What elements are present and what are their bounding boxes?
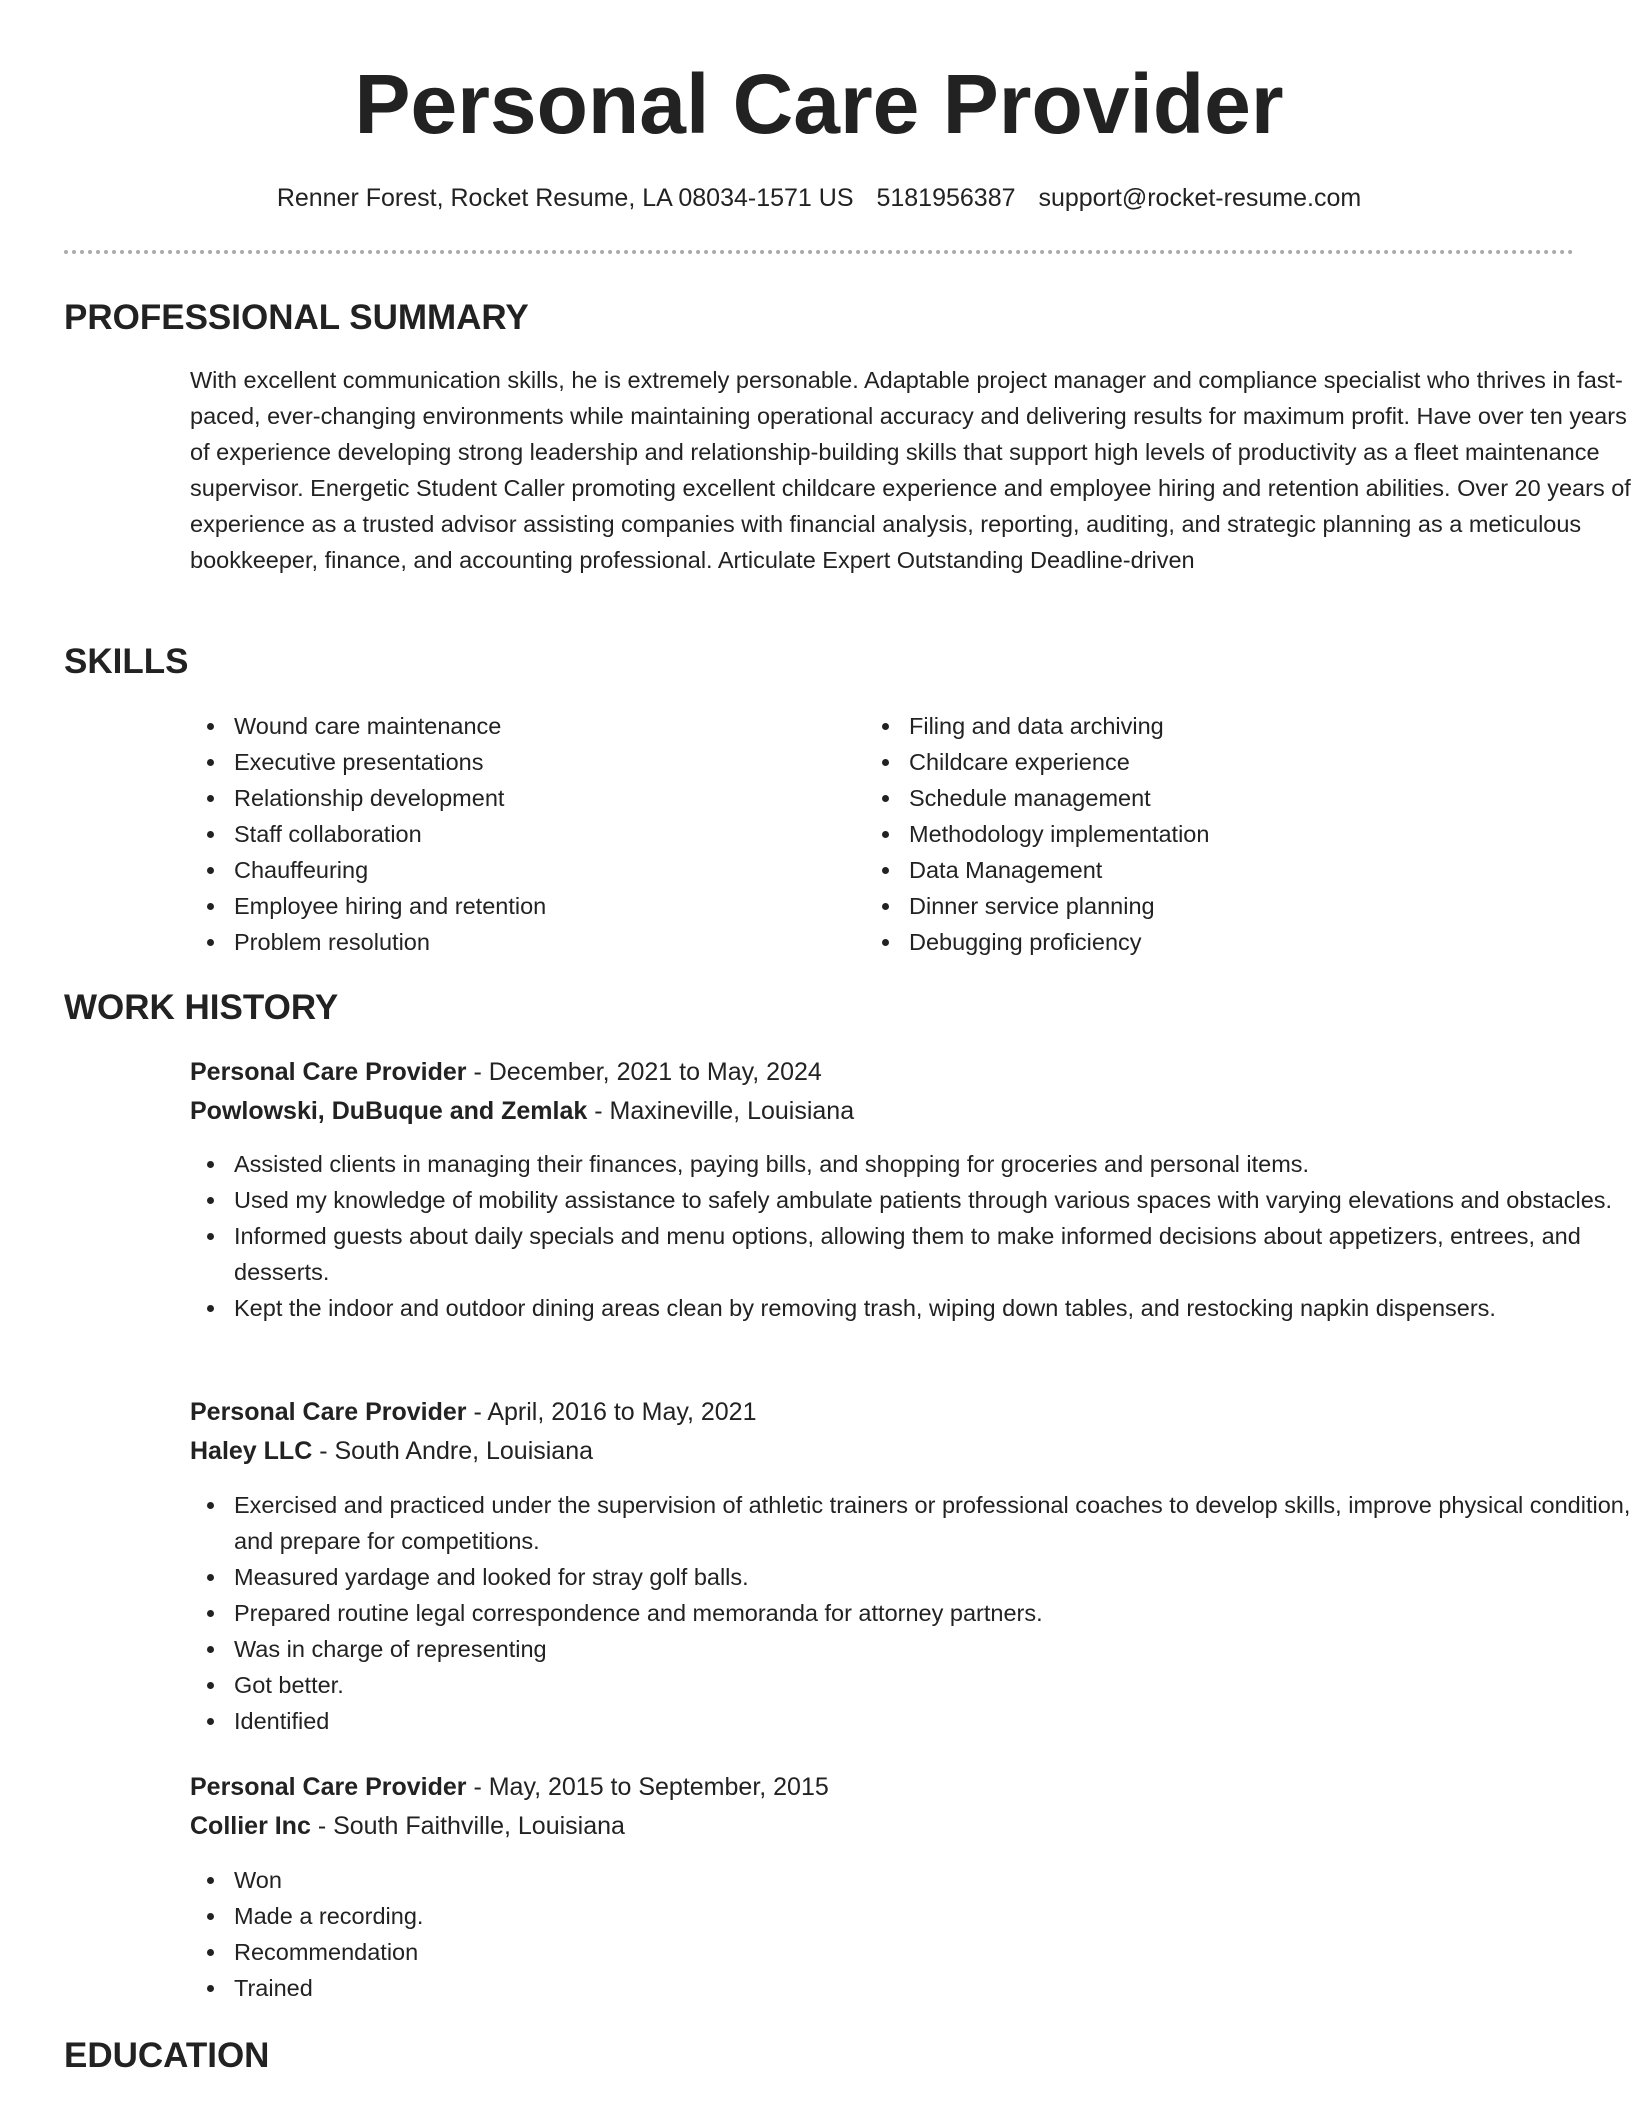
duty-item: Prepared routine legal correspondence and memoranda for attorney partners. [190,1595,1632,1631]
job-duties-list [190,1862,1632,2006]
duty-item: Used my knowledge of mobility assistance to safely ambulate patients through various spaces with varying elevations and obstacles. [190,1182,1632,1218]
job-title-line [190,1769,829,1805]
job-company-line [190,1433,593,1469]
duty-item: Recommendation [190,1934,1632,1970]
duty-item: Made a recording. [190,1898,1632,1934]
duty-item: Was in charge of representing [190,1631,1632,1667]
contact-email: support@rocket-resume.com [1038,184,1362,212]
duty-item: Trained [190,1970,1632,2006]
skill-item: Staff collaboration [190,816,830,852]
job-dates: - April, 2016 to May, 2021 [466,1398,757,1426]
duty-item: Got better. [190,1667,1632,1703]
skill-item: Wound care maintenance [190,708,830,744]
skill-item: Executive presentations [190,744,830,780]
job-company-line [190,1093,854,1129]
job-company: Powlowski, DuBuque and Zemlak [190,1097,588,1125]
job-title-line [190,1054,822,1090]
skill-item: Problem resolution [190,924,830,960]
job-dates: - December, 2021 to May, 2024 [466,1058,822,1086]
work-history-heading: WORK HISTORY [64,988,339,1027]
skill-item: Dinner service planning [865,888,1505,924]
duty-item: Kept the indoor and outdoor dining areas clean by removing trash, wiping down tables, and restocking napkin dispensers. [190,1290,1632,1326]
candidate-name: Personal Care Provider [354,57,1284,151]
job-location: - Maxineville, Louisiana [587,1097,855,1125]
job-role: Personal Care Provider [190,1398,467,1426]
header-divider [64,250,1574,254]
job-duties-list [190,1487,1632,1739]
duty-item: Informed guests about daily specials and menu options, allowing them to make informed decisions about appetizers, entrees, and desserts. [190,1218,1632,1290]
skills-list-right [865,708,1505,960]
skill-item: Relationship development [190,780,830,816]
contact-address: Renner Forest, Rocket Resume, LA 08034-1571 US [276,184,854,212]
skill-item: Childcare experience [865,744,1505,780]
job-company: Collier Inc [190,1812,311,1840]
summary-text: With excellent communication skills, he is extremely personable. Adaptable project manager and compliance specialist who thrives in fast-paced, ever-changing environments while maintaining operational accuracy and delivering results for maximum profit. Have over ten years of experience developing strong leadership and relationship-building skills that support high levels of productivity as a fleet maintenance supervisor. Energetic Student Caller promoting excellent childcare experience and employee hiring and retention abilities. Over 20 years of experience as a trusted advisor assisting companies with financial analysis, reporting, auditing, and strategic planning as a meticulous bookkeeper, finance, and accounting professional. Articulate Expert Outstanding Deadline-driven [190,367,1631,573]
job-dates: - May, 2015 to September, 2015 [466,1773,829,1801]
skill-item: Methodology implementation [865,816,1505,852]
education-heading: EDUCATION [64,2036,270,2075]
skills-list-left [190,708,830,960]
contact-phone: 5181956387 [876,184,1016,212]
duty-item: Exercised and practiced under the supervision of athletic trainers or professional coaches to develop skills, improve physical condition, and prepare for competitions. [190,1487,1632,1559]
skill-item: Filing and data archiving [865,708,1505,744]
skill-item: Debugging proficiency [865,924,1505,960]
skills-heading: SKILLS [64,642,189,681]
duty-item: Identified [190,1703,1632,1739]
job-location: - South Faithville, Louisiana [310,1812,625,1840]
duty-item: Won [190,1862,1632,1898]
summary-heading: PROFESSIONAL SUMMARY [64,298,529,337]
job-duties-list [190,1146,1632,1326]
duty-item: Assisted clients in managing their finances, paying bills, and shopping for groceries and personal items. [190,1146,1632,1182]
job-company: Haley LLC [190,1437,313,1465]
skill-item: Data Management [865,852,1505,888]
job-title-line [190,1394,757,1430]
duty-item: Measured yardage and looked for stray golf balls. [190,1559,1632,1595]
job-role: Personal Care Provider [190,1058,467,1086]
job-location: - South Andre, Louisiana [312,1437,594,1465]
skill-item: Chauffeuring [190,852,830,888]
contact-line [64,180,1574,216]
job-role: Personal Care Provider [190,1773,467,1801]
skill-item: Schedule management [865,780,1505,816]
skill-item: Employee hiring and retention [190,888,830,924]
job-company-line [190,1808,625,1844]
